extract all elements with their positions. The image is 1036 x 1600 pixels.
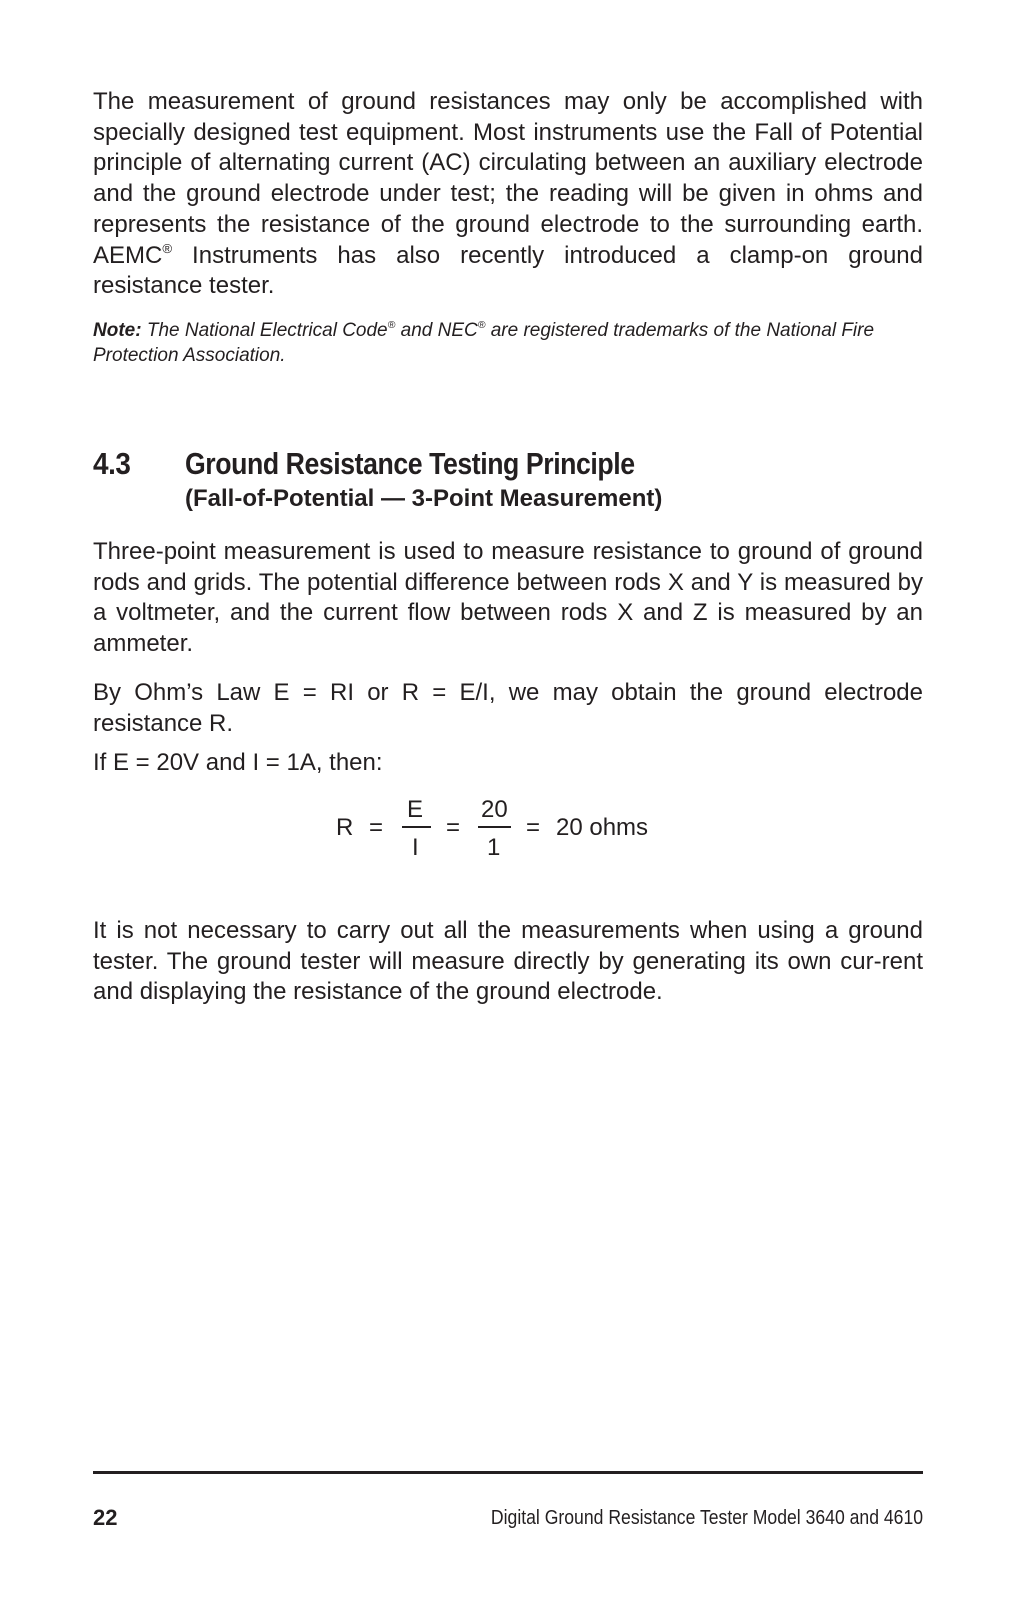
fraction-1-denominator: I	[412, 834, 419, 861]
section-subtitle: (Fall-of-Potential — 3-Point Measurement)	[185, 485, 663, 512]
fraction-2-denominator: 1	[487, 834, 501, 861]
final-paragraph: It is not necessary to carry out all the measurements when using a ground tester. The ground tester will measure directly by generating its own cur-rent and displaying the resistance of the ground electrode.	[93, 917, 923, 1006]
footer-rule	[93, 1471, 923, 1474]
registered-mark: ®	[162, 240, 173, 256]
formula-equals-1: =	[369, 814, 384, 841]
section-number: 4.3	[93, 446, 131, 481]
formula-equals-3: =	[526, 814, 541, 841]
trademark-note	[93, 318, 933, 368]
intro-paragraph	[93, 87, 923, 302]
fraction-2-bar	[478, 826, 511, 828]
note-text-b: and NEC	[395, 320, 478, 341]
fraction-1-bar	[402, 826, 431, 828]
three-point-paragraph: Three-point measurement is used to measure resistance to ground of ground rods and grids. The potential difference between rods X and Y is measured by a voltmeter, and the current flow between rods X and Z is measured by an ammeter.	[93, 538, 923, 658]
resistance-formula	[0, 792, 1036, 862]
intro-text-1: The measurement of ground resistances may only be accomplished with specially designed test equipment. Most instruments use the Fall of Potential principle of alternating current (AC) circulating between an auxiliary electrode and the ground electrode under test; the reading will be given in ohms and represents the resistance of the ground electrode to the surrounding earth. AEMC	[93, 88, 923, 269]
if-clause-paragraph: If E = 20V and I = 1A, then:	[93, 749, 383, 776]
formula-result: 20 ohms	[556, 814, 649, 841]
note-text-a: The National Electrical Code	[141, 320, 388, 341]
formula-lhs: R	[336, 814, 354, 841]
note-label: Note:	[93, 320, 142, 341]
registered-mark-b: ®	[477, 320, 486, 332]
fraction-1-numerator: E	[407, 796, 424, 823]
registered-mark-a: ®	[387, 320, 396, 332]
footer-title: Digital Ground Resistance Tester Model 3640 and 4610	[490, 1507, 923, 1529]
note-text-c: are registered trademarks of the National Fire Protection Association.	[93, 320, 875, 366]
fraction-2-numerator: 20	[481, 796, 508, 823]
intro-text-2: Instruments has also recently introduced a clamp-on ground resistance tester.	[93, 241, 923, 300]
section-title: Ground Resistance Testing Principle	[185, 446, 635, 481]
formula-equals-2: =	[446, 814, 461, 841]
ohms-law-paragraph: By Ohm’s Law E = RI or R = E/I, we may obtain the ground electrode resistance R.	[93, 679, 923, 737]
page-number: 22	[93, 1505, 118, 1530]
